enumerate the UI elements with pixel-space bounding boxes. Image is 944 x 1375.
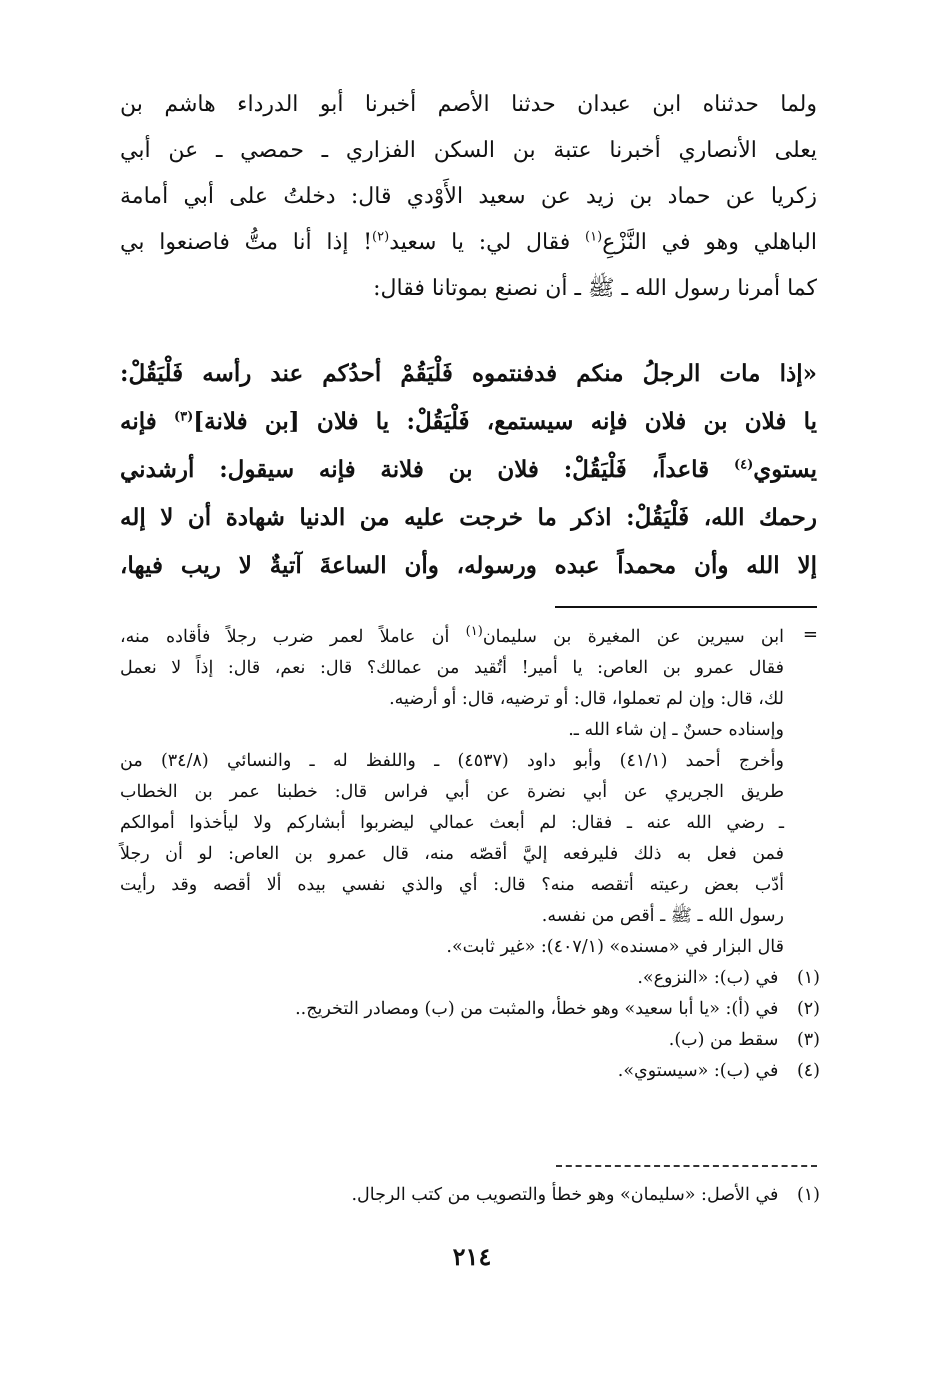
intro-line — [120, 220, 817, 266]
footnote-text: في (ب): «النزوع». — [637, 968, 779, 988]
intro-line: يعلى الأنصاري أخبرنا عتبة بن السكن الفزاري ـ حمصي ـ عن أبي — [120, 138, 817, 163]
footnote-ref: (٣) — [174, 409, 194, 425]
hadith-line: إلا الله وأن محمداً عبده ورسوله، وأن الساعةَ آتيةٌ لا ريب فيها، — [120, 552, 817, 579]
footnote-ref: (١) — [465, 624, 483, 640]
footnote-item — [120, 994, 820, 1025]
intro-line: كما أمرنا رسول الله ـ ﷺ ـ أن نصنع بموتانا فقال: — [373, 276, 817, 301]
footnote-ref: (١) — [585, 229, 603, 245]
hadith-line: رحمك الله، فَلْيَقُلْ: اذكر ما خرجت عليه من الدنيا شهادة أن لا إله — [120, 504, 817, 531]
note-line: طريق الجريري عن أبي نضرة عن أبي فراس قال: خطبنا عمر بن الخطاب — [120, 782, 784, 802]
note-line: ـ رضي الله عنه ـ فقال: لم أبعث عمالي ليضربوا أبشاركم ولا ليأخذوا أموالكم — [120, 813, 784, 833]
note-line: لك، قال: وإن لم تعملوا، قال: أو ترضيه، قال: أو أرضيه. — [389, 689, 784, 709]
intro-line: ولما حدثناه ابن عبدان حدثنا الأصم أخبرنا أبو الدرداء هاشم بن — [120, 92, 817, 117]
footnote-item — [120, 963, 820, 994]
note-line: وإسناده حسنٌ ـ إن شاء الله ـ. — [568, 720, 784, 740]
note-line: أدّب بعض رعيته أتقصه منه؟ قال: أي والذي نفسي بيده ألا أقصه وقد رأيت — [120, 875, 784, 895]
intro-text: فقال لي: يا سعيد — [389, 230, 586, 255]
note-line: فقال عمرو بن العاص: يا أمير! أتُقيد من عمالك؟ قال: نعم، قال: إذاً لا نعمل — [120, 658, 784, 678]
note-text: ابن سيرين عن المغيرة بن سليمان — [482, 627, 784, 647]
hadith-line — [120, 446, 817, 494]
hadith-text-part: يستوي — [753, 456, 817, 483]
hadith-line: «إذا مات الرجلُ منكم فدفنتموه فَلْيَقُمْ أحدُكم عند رأسه فَلْيَقُلْ: — [120, 360, 817, 387]
footnote-text: في (ب): «سيستوي». — [617, 1061, 779, 1081]
hadith-text-part: يا فلان بن فلان فإنه سيستمع، فَلْيَقُلْ: يا فلان [بن فلانة] — [193, 408, 817, 435]
intro-line: زكريا عن حماد بن زيد عن سعيد الأَوْدي قال: دخلتُ على أبي أمامة — [120, 184, 817, 209]
note-text: أن عاملاً لعمر ضرب رجلاً فأقاده منه، — [120, 627, 466, 647]
page-number: ٢١٤ — [452, 1242, 492, 1271]
hadith-text-part: فإنه — [120, 408, 174, 435]
note-line: فمن فعل به ذلك فليرفعه إليَّ أقصّه منه، قال عمرو بن العاص: لو أن رجلاً — [120, 844, 784, 864]
note-line — [120, 622, 820, 653]
hadith-text — [120, 350, 817, 590]
footnote-ref: (٢) — [372, 229, 390, 245]
hadith-line — [120, 398, 817, 446]
footnote-number: (١) — [796, 1185, 820, 1205]
margin-note-separator — [556, 1165, 817, 1167]
intro-text: الباهلي وهو في النَّزْعِ — [602, 230, 817, 255]
footnote-number: (٤) — [796, 1061, 820, 1081]
footnote-number: (٢) — [796, 999, 820, 1019]
footnote-number: (١) — [796, 968, 820, 988]
continuation-mark: = — [802, 624, 818, 645]
note-line: رسول الله ـ ﷺ ـ أقص من نفسه. — [541, 906, 784, 926]
footnote-separator — [555, 606, 817, 608]
footnote-text: في (أ): «يا أبا سعيد» وهو خطأ، والمثبت من (ب) ومصادر التخريج.. — [295, 999, 779, 1019]
intro-text: ! إذا أنا متُّ فاصنعوا بي — [120, 230, 373, 255]
intro-paragraph — [120, 82, 817, 312]
footnote-ref: (٤) — [733, 457, 754, 473]
footnote-text: سقط من (ب). — [668, 1030, 779, 1050]
hadith-text-part: قاعداً، فَلْيَقُلْ: فلان بن فلانة فإنه سيقول: أرشدني — [120, 456, 734, 483]
note-line: وأخرج أحمد (٤١/١) وأبو داود (٤٥٣٧) ـ واللفظ له ـ والنسائي (٣٤/٨) من — [120, 751, 784, 771]
footnote-number: (٣) — [796, 1030, 820, 1050]
note-line: قال البزار في «مسنده» (٤٠٧/١): «غير ثابت». — [446, 937, 784, 957]
footnotes-section — [120, 622, 820, 1087]
footnote-item — [120, 1025, 820, 1056]
footnote-text: في الأصل: «سليمان» وهو خطأ والتصويب من كتب الرجال. — [351, 1185, 779, 1205]
footnote-item — [120, 1056, 820, 1087]
margin-note — [120, 1180, 820, 1211]
